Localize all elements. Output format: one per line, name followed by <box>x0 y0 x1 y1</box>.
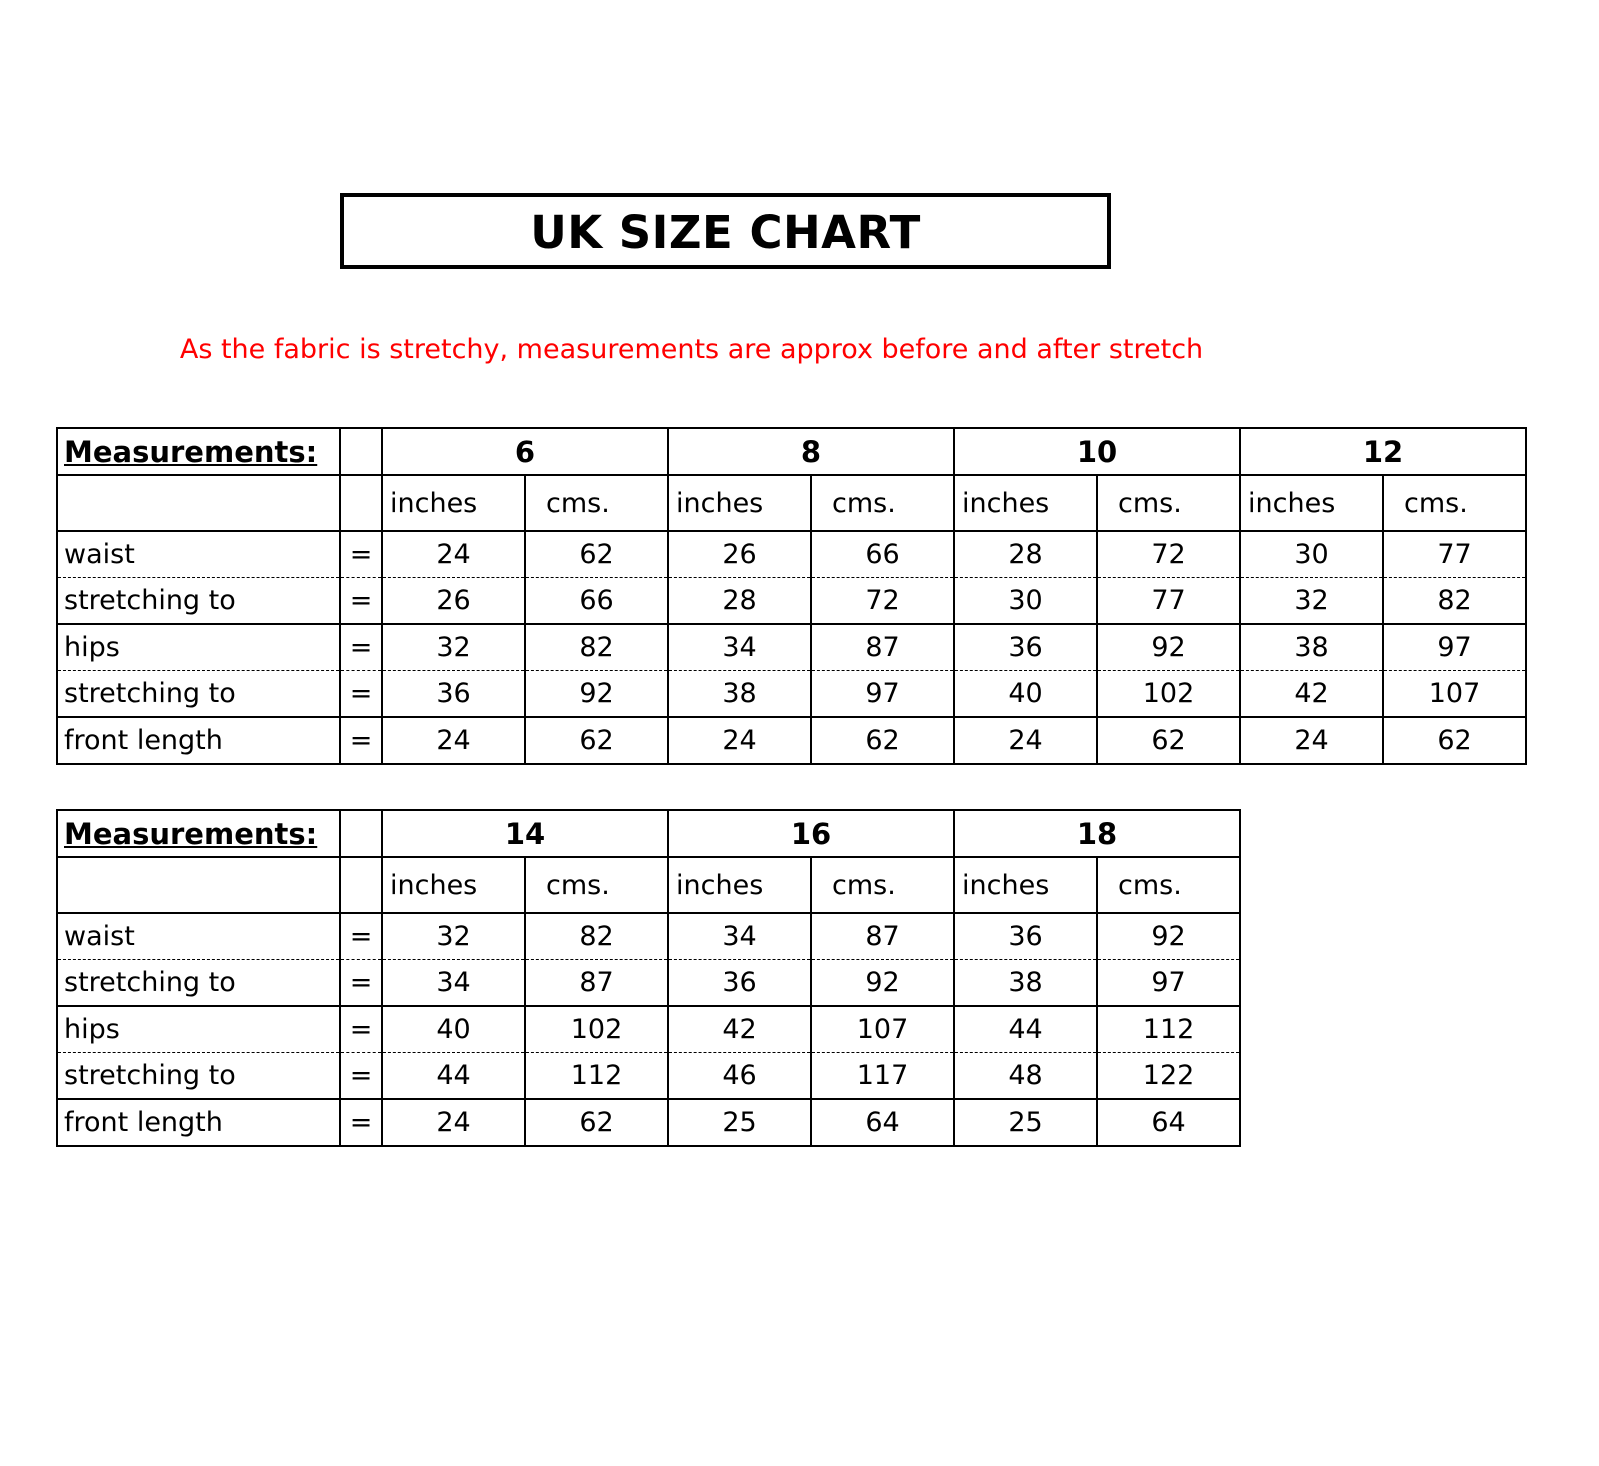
size-header-row <box>57 428 1526 475</box>
value-cms: 92 <box>811 960 954 1007</box>
value-inches: 34 <box>382 960 525 1007</box>
value-cms: 87 <box>525 960 668 1007</box>
value-inches: 36 <box>954 913 1097 960</box>
value-cms: 62 <box>1383 717 1526 764</box>
value-inches: 36 <box>382 671 525 718</box>
table-row <box>57 671 1526 718</box>
value-cms: 77 <box>1383 531 1526 578</box>
value-inches: 40 <box>382 1006 525 1053</box>
stretch-note: As the fabric is stretchy, measurements are approx before and after stretch <box>179 334 1204 365</box>
value-inches: 48 <box>954 1053 1097 1100</box>
equals-sign: = <box>340 671 382 718</box>
value-inches: 38 <box>1240 624 1383 671</box>
value-inches: 44 <box>382 1053 525 1100</box>
size-heading: 14 <box>382 810 668 857</box>
unit-label-inches: inches <box>668 475 811 531</box>
unit-label-cms: cms. <box>525 475 668 531</box>
equals-sign: = <box>340 717 382 764</box>
value-inches: 42 <box>668 1006 811 1053</box>
value-cms: 72 <box>811 578 954 625</box>
measurement-label: front length <box>57 717 340 764</box>
unit-label-inches: inches <box>1240 475 1383 531</box>
measurement-label: stretching to <box>57 960 340 1007</box>
unit-label-cms: cms. <box>525 857 668 913</box>
measurement-label: stretching to <box>57 1053 340 1100</box>
value-cms: 112 <box>1097 1006 1240 1053</box>
spacer-cell <box>340 857 382 913</box>
equals-sign: = <box>340 1099 382 1146</box>
size-heading: 18 <box>954 810 1240 857</box>
measurements-heading: Measurements: <box>57 810 340 857</box>
unit-label-cms: cms. <box>1097 475 1240 531</box>
value-inches: 26 <box>382 578 525 625</box>
spacer-cell <box>340 428 382 475</box>
value-cms: 72 <box>1097 531 1240 578</box>
measurements-heading: Measurements: <box>57 428 340 475</box>
value-cms: 62 <box>525 1099 668 1146</box>
value-inches: 24 <box>668 717 811 764</box>
value-cms: 62 <box>525 717 668 764</box>
blank-cell <box>57 475 340 531</box>
measurement-label: hips <box>57 624 340 671</box>
value-inches: 36 <box>954 624 1097 671</box>
value-inches: 36 <box>668 960 811 1007</box>
spacer-cell <box>340 810 382 857</box>
table-row <box>57 717 1526 764</box>
value-cms: 112 <box>525 1053 668 1100</box>
spacer-cell <box>340 475 382 531</box>
value-cms: 62 <box>525 531 668 578</box>
value-cms: 87 <box>811 913 954 960</box>
size-heading: 10 <box>954 428 1240 475</box>
size-heading: 6 <box>382 428 668 475</box>
equals-sign: = <box>340 1006 382 1053</box>
value-inches: 34 <box>668 913 811 960</box>
measurement-label: front length <box>57 1099 340 1146</box>
value-inches: 32 <box>382 913 525 960</box>
value-inches: 32 <box>1240 578 1383 625</box>
unit-label-cms: cms. <box>811 857 954 913</box>
value-cms: 82 <box>525 624 668 671</box>
value-cms: 107 <box>811 1006 954 1053</box>
size-heading: 16 <box>668 810 954 857</box>
value-cms: 92 <box>1097 913 1240 960</box>
value-inches: 26 <box>668 531 811 578</box>
unit-label-cms: cms. <box>1097 857 1240 913</box>
equals-sign: = <box>340 960 382 1007</box>
size-table-small <box>56 427 1527 765</box>
measurement-label: waist <box>57 913 340 960</box>
value-cms: 102 <box>525 1006 668 1053</box>
value-inches: 24 <box>1240 717 1383 764</box>
blank-cell <box>57 857 340 913</box>
value-cms: 97 <box>1097 960 1240 1007</box>
size-header-row <box>57 810 1240 857</box>
value-cms: 107 <box>1383 671 1526 718</box>
table-row <box>57 913 1240 960</box>
value-inches: 24 <box>382 531 525 578</box>
value-cms: 97 <box>1383 624 1526 671</box>
page-title: UK SIZE CHART <box>530 206 921 259</box>
table-row <box>57 624 1526 671</box>
value-cms: 77 <box>1097 578 1240 625</box>
value-inches: 46 <box>668 1053 811 1100</box>
measurement-label: waist <box>57 531 340 578</box>
value-inches: 38 <box>668 671 811 718</box>
value-cms: 92 <box>525 671 668 718</box>
value-inches: 42 <box>1240 671 1383 718</box>
value-inches: 32 <box>382 624 525 671</box>
value-cms: 64 <box>811 1099 954 1146</box>
value-inches: 24 <box>382 1099 525 1146</box>
unit-label-cms: cms. <box>811 475 954 531</box>
value-inches: 44 <box>954 1006 1097 1053</box>
value-inches: 24 <box>954 717 1097 764</box>
unit-label-inches: inches <box>954 475 1097 531</box>
value-cms: 62 <box>811 717 954 764</box>
table-row <box>57 1053 1240 1100</box>
table-row <box>57 1099 1240 1146</box>
value-inches: 25 <box>954 1099 1097 1146</box>
unit-label-inches: inches <box>668 857 811 913</box>
value-cms: 62 <box>1097 717 1240 764</box>
value-cms: 82 <box>525 913 668 960</box>
unit-label-cms: cms. <box>1383 475 1526 531</box>
table-row <box>57 960 1240 1007</box>
value-inches: 28 <box>954 531 1097 578</box>
value-cms: 64 <box>1097 1099 1240 1146</box>
value-cms: 97 <box>811 671 954 718</box>
value-inches: 30 <box>1240 531 1383 578</box>
size-table-large <box>56 809 1241 1147</box>
unit-header-row <box>57 475 1526 531</box>
value-inches: 40 <box>954 671 1097 718</box>
table-row <box>57 1006 1240 1053</box>
table-row <box>57 578 1526 625</box>
value-inches: 34 <box>668 624 811 671</box>
value-inches: 24 <box>382 717 525 764</box>
value-cms: 102 <box>1097 671 1240 718</box>
measurement-label: stretching to <box>57 578 340 625</box>
equals-sign: = <box>340 1053 382 1100</box>
size-heading: 8 <box>668 428 954 475</box>
value-inches: 38 <box>954 960 1097 1007</box>
unit-label-inches: inches <box>954 857 1097 913</box>
value-cms: 117 <box>811 1053 954 1100</box>
unit-header-row <box>57 857 1240 913</box>
value-cms: 66 <box>811 531 954 578</box>
value-inches: 28 <box>668 578 811 625</box>
table-row <box>57 531 1526 578</box>
value-cms: 82 <box>1383 578 1526 625</box>
value-inches: 30 <box>954 578 1097 625</box>
equals-sign: = <box>340 624 382 671</box>
value-cms: 122 <box>1097 1053 1240 1100</box>
equals-sign: = <box>340 531 382 578</box>
unit-label-inches: inches <box>382 857 525 913</box>
size-heading: 12 <box>1240 428 1526 475</box>
equals-sign: = <box>340 913 382 960</box>
measurement-label: hips <box>57 1006 340 1053</box>
title-box <box>340 193 1111 269</box>
value-cms: 87 <box>811 624 954 671</box>
equals-sign: = <box>340 578 382 625</box>
value-inches: 25 <box>668 1099 811 1146</box>
value-cms: 66 <box>525 578 668 625</box>
value-cms: 92 <box>1097 624 1240 671</box>
measurement-label: stretching to <box>57 671 340 718</box>
unit-label-inches: inches <box>382 475 525 531</box>
